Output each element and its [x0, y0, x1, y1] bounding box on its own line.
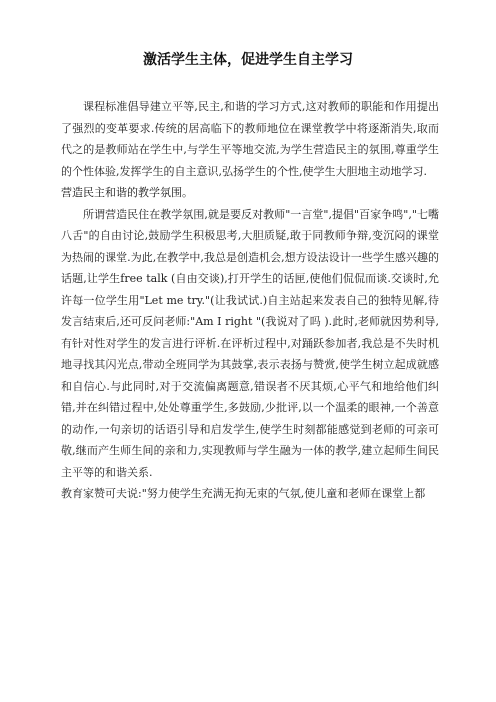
intro-paragraph: 课程标准倡导建立平等,民主,和谐的学习方式,这对教师的职能和作用提出了强烈的变革要求.传统的居高临下的教师地位在课堂教学中将逐渐消失,取而代之的是教师站在学生中,与学生平等地交流,为学生营造民主的氛围,尊重学生的个性体验,发挥学生的自主意识,弘扬学生的个性,使学生大胆地主动地学习.	[61, 100, 439, 178]
document-body	[61, 96, 439, 505]
section-heading: 营造民主和谐的教学氛围。	[61, 186, 193, 199]
body-paragraph: 所谓营造民住在教学氛围,就是要反对教师"一言堂",提倡"百家争鸣","七嘴八舌"的自由讨论,鼓励学生积极思考,大胆质疑,敢于同教师争辩,变沉闷的课堂为热闹的课堂.为此,在教学中,我总是创造机会,想方设法设计一些学生感兴趣的话题,让学生free talk (自由交谈),打开学生的话匣,使他们侃侃而谈.交谈时,允许每一位学生用"Let me try."(让我试试.)自主站起来发表自己的独特见解,待发言结束后,还可反问老师:"Am I right "(我说对了吗 ).此时,老师就因势利导,有针对性对学生的发言进行评析.在评析过程中,对踊跃参加者,我总是不失时机地寻找其闪光点,带动全班同学为其鼓掌,表示表扬与赞赏,使学生树立起成就感和自信心.与此同时,对于交流偏离题意,错误者不厌其烦,心平气和地给他们纠错,并在纠错过程中,处处尊重学生,多鼓励,少批评,以一个温柔的眼神,一个善意的动作,一句亲切的话语引导和启发学生,使学生时刻都能感觉到老师的可亲可敬,继而产生师生间的亲和力,实现教师与学生融为一体的教学,建立起师生间民主平等的和谐关系.	[61, 207, 439, 479]
document-title: 激活学生主体，促进学生自主学习	[143, 52, 353, 68]
quote-paragraph: 教育家赞可夫说:"努力使学生充满无拘无束的气氛,使儿童和老师在课堂上都	[61, 487, 426, 500]
